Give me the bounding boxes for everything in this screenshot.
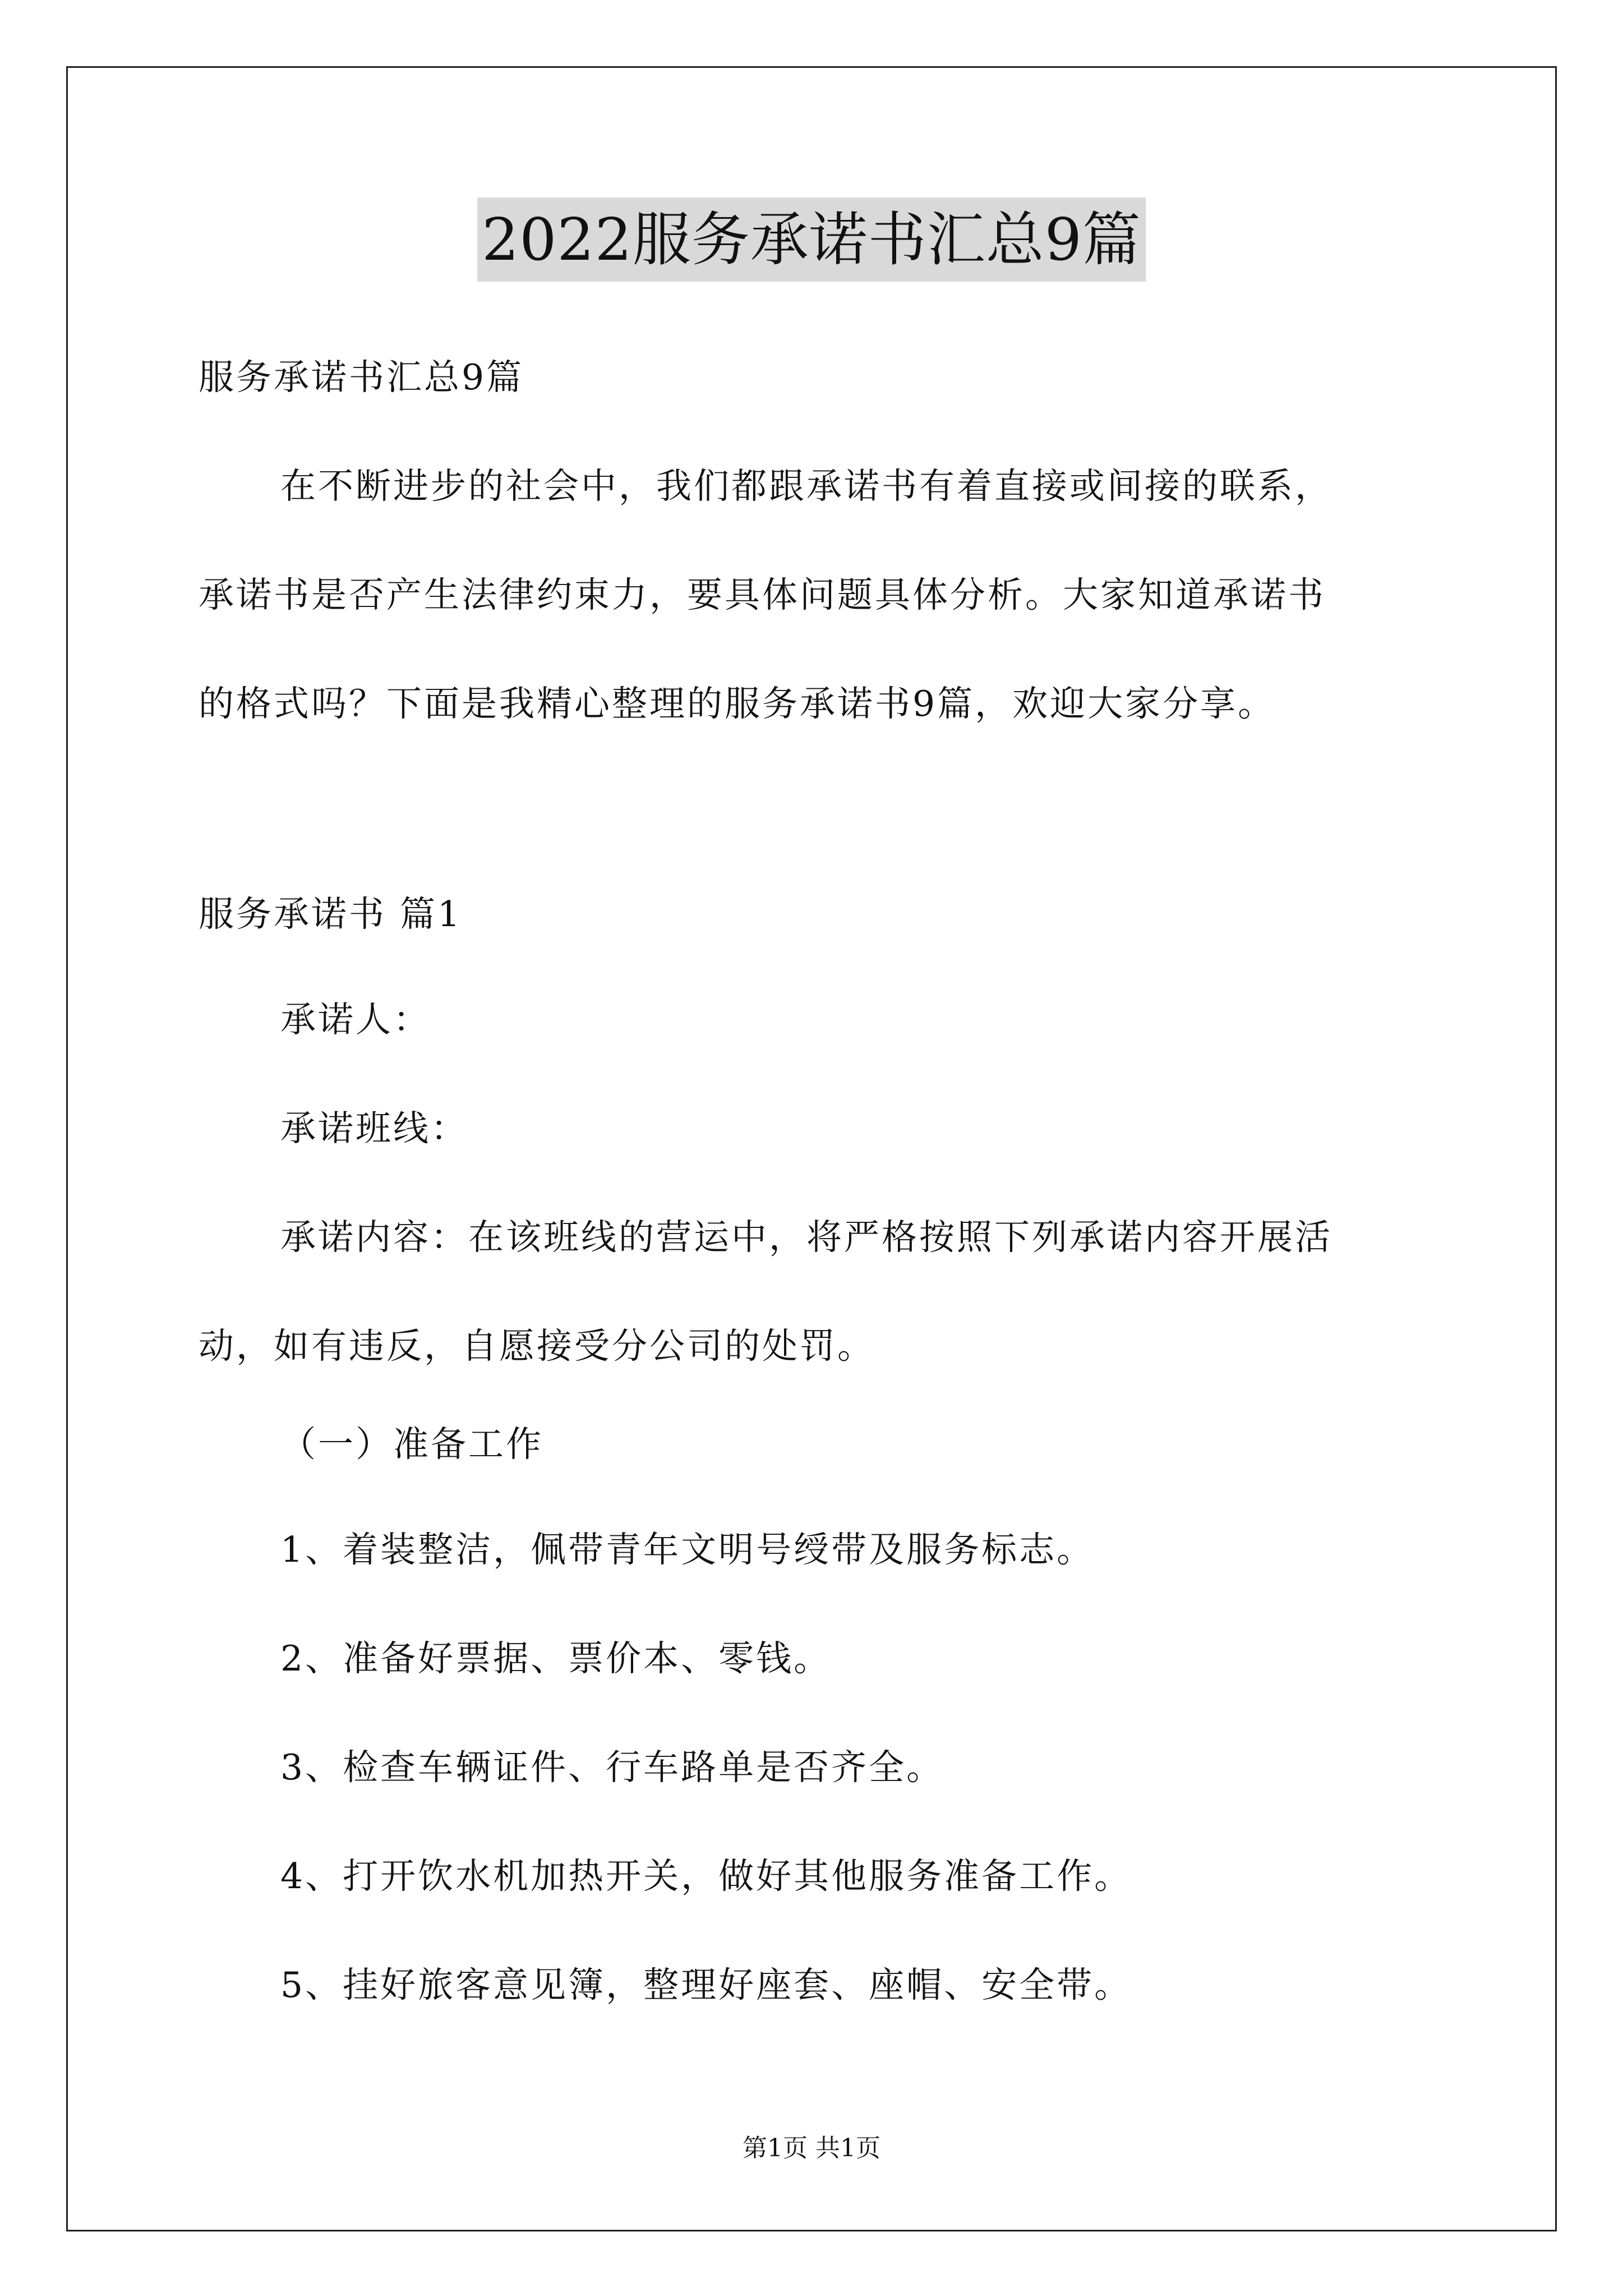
list-item: 4、打开饮水机加热开关，做好其他服务准备工作。 [280, 1856, 1132, 1897]
content-line-2: 动，如有违反，自愿接受分公司的处罚。 [199, 1326, 875, 1366]
title-container [0, 197, 1623, 282]
list-item: 2、准备好票据、票价本、零钱。 [280, 1638, 832, 1679]
list-item: 5、挂好旅客意见簿，整理好座套、座帽、安全带。 [280, 1964, 1132, 2005]
intro-line-1: 在不断进步的社会中，我们都跟承诺书有着直接或间接的联系， [280, 466, 1332, 507]
document-title: 2022服务承诺书汇总9篇 [477, 197, 1146, 282]
list-item: 3、检查车辆证件、行车路单是否齐全。 [280, 1747, 944, 1788]
list-item: 1、着装整洁，佩带青年文明号绶带及服务标志。 [280, 1529, 1095, 1570]
document-subtitle: 服务承诺书汇总9篇 [199, 357, 524, 398]
content-line-1: 承诺内容：在该班线的营运中，将严格按照下列承诺内容开展活 [280, 1217, 1332, 1258]
section-heading: 服务承诺书 篇1 [199, 894, 463, 935]
intro-line-3: 的格式吗？下面是我精心整理的服务承诺书9篇，欢迎大家分享。 [199, 683, 1276, 724]
intro-line-2: 承诺书是否产生法律约束力，要具体问题具体分析。大家知道承诺书 [199, 574, 1326, 615]
route-label: 承诺班线： [280, 1108, 468, 1149]
subsection-heading: （一）准备工作 [280, 1424, 543, 1465]
page-number: 第1页 共1页 [743, 2134, 880, 2162]
promiser-label: 承诺人： [280, 999, 431, 1040]
page-footer [0, 2132, 1623, 2165]
